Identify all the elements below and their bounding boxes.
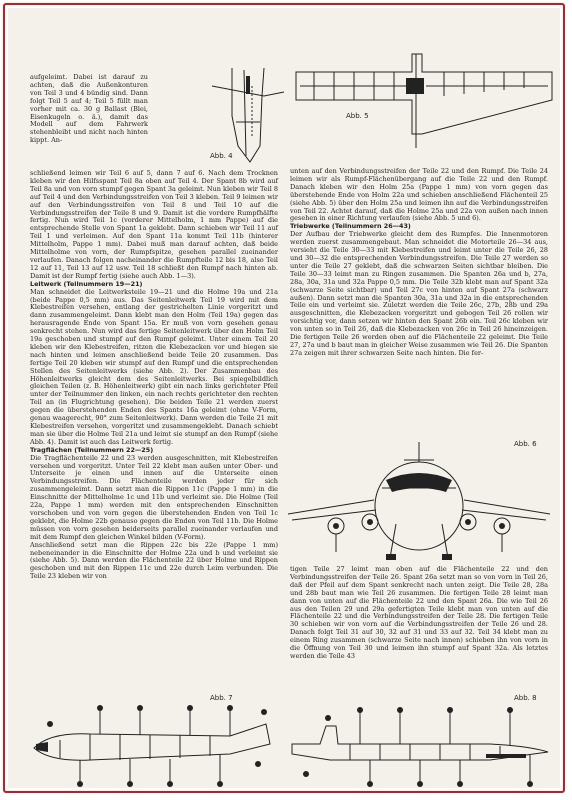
- paragraph: unten auf den Verbindungsstreifen der Teile 22 und den Rumpf. Die Teile 24 leimen wir als Rumpf-Flächenübergang auf die Teile 22 und den Rumpf. Danach kleben wir den Holm 25a (Pappe 1 mm) von vorn gegen das überstehende Ende von Holm 22a und schieben anschließend Flächenteil 25 (siehe Abb. 5) über den Holm 25a und leimen ihn auf die Verbindungsstreifen von Teil 22. Achtet darauf, daß die Holme 25a und 22a von außen nach innen gesehen in einer Richtung verlaufen (siehe Abb. 5 und 6).: [290, 167, 548, 223]
- figure-caption: Abb. 4: [210, 152, 233, 160]
- paragraph: Die Tragflächenteile 22 und 23 werden ausgeschnitten, mit Klebestreifen versehen und vorgeritzt. Unter Teil 22 klebt man außen unter Ober- und Unterseite je einen und innen auf die Unterseite einen Verbindungsstreifen. Die Flächenteile werden jeder für sich zusammengeleimt. Dann setzt man die Rippen 11c (Pappe 1 mm) in die Einschnitte der Mittelholme 1c und 11b und verleimt sie. Die Holme (Teil 22a, Pappe 1 mm) werden mit den entsprechenden Einschnitten vorschoben und von vorn gegen die überstehenden Enden von Teil 1c geklebt, die Holme 22b genauso gegen die Enden von Teil 11b. Die Holme müssen von vorn gesehen beiderseits parallel zueinander verlaufen und mit dem Rumpf den gleichen Winkel bilden (V-Form).: [30, 453, 278, 541]
- section-heading: Leitwerk (Teilnummern 19—21): [30, 279, 143, 288]
- figure-caption: Abb. 5: [346, 112, 369, 120]
- paragraph: Der Aufbau der Triebwerke gleicht dem des Rumpfes. Die Innenmotoren werden zuerst zusammengebaut. Man schneidet die Motorteile 26—34 aus, versieht die Teile 30—33 mit Klebestreifen und leimt unter die Teile 26, 28 und 30—32 die entsprechenden Verbindungsstreifen. Die Teile 27 werden so unter die Teile 27 geklebt, daß die schwarzen Seiten sichtbar bleiben. Die Teile 30—33 leimt man zu Ringen zusammen. Die Spanten 26a und b, 27a, 28a, 30a, 31a und 32a Pappe 0,5 mm. Die Teile 32b klebt man auf Spant 32a (schwarze Seite sichtbar) und Teil 27c von hinten auf Spant 27a (schwarz außen). Dann setzt man die Spanten 30a, 31a und 32a in die entsprechenden Teile ein und verleimt sie. Zuletzt werden die Teile 26c, 27b, 28b und 29a ausgeschnitten, die Klebezacken vorgeritzt und gebogen Teil 26 rollen wir vorsichtig vor, dann setzen wir hinten den Spant 26b ein. Teil 26c kleben wir von unten so in Teil 26, daß die Klebezacken von 26c in Teil 26 hineinzeigen. Die fertigen Teile 26 werden oben auf die Flächenteile 22 geleimt. Die Teile 27, 27a und b baut man in gleicher Weise zusammen wie Teil 26. Die Spanten 27a zeigen mit ihrer schwarzen Seite nach hinten. Die fer-: [290, 230, 548, 357]
- paragraph: Anschließend setzt man die Rippen 22c bis 22e (Pappe 1 mm) nebeneinander in die Einschnitte der Holme 22a und b und verleimt sie (siehe Abb. 5). Dann werden die Flächenteile 22 über Holme und Rippen geschoben und mit den Rippen 11c und 22e durch Leim verbunden. Die Teile 23 kleben wir von: [30, 540, 278, 581]
- paragraph: schließend leimen wir Teil 6 auf 5, dann 7 auf 6. Nach dem Trocknen kleben wir den Hilfsspant Teil 8a oben auf Teil 4. Der Spant 8b wird auf Teil 8a und von vorn stumpf gegen Spant 3a geleimt. Nun kleben wir Teil 8 auf Teil 4 und den Verbindungsstreifen von Teil 3 kleben. Teil 9 leimen wir auf den Verbindungsstreifen von Teil 8 und Teil 10 auf die Verbindungsstreifen der Teile 8 und 9. Damit ist die vordere Rumpfhälfte fertig. Nun wird Teil 1c (vorderer Mittelholm, 1 mm Pappe) auf die entsprechende Stelle von Spant 1a geklebt. Dann schieben wir Teil 11 auf Teil 1 und verleimen. Auf den Spant 11a kommt Teil 11b (hinterer Mittelholm, Pappe 1 mm). Dabei muß man darauf achten, daß beide Mittelholme von vorn, der Rumpfspitze, gesehen parallel zueinander verlaufen. Danach folgen nacheinander die Rumpfteile 12 bis 18, also Teil 12 auf 11, Teil 13 auf 12 usw. Teil 18 schließt den Rumpf nach hinten ab. Damit ist der Rumpf fertig (siehe auch Abb. 1—3).: [30, 169, 279, 280]
- paragraph: tigen Teile 27 leimt man oben auf die Flächenteile 22 und den Verbindungsstreifen der Teile 26. Spant 26a setzt man so von vorn in Teil 26, daß der Pfeil auf dem Spant senkrecht nach unten zeigt. Die Teile 28, 28a und 28b baut man wie Teil 26 zusammen. Die fertigen Teile 28 leimt man dann von unten auf die Flächenteile 22 und den Spant 26a. Die wie Teil 26 aus den Teilen 29 und 29a gefertigten Teile klebt man von unten auf die Flächenteile 22 und die Verbindungsstreifen der Teile 28. Die fertigen Teile 30 schieben wir von vorn auf die Verbindungsstreifen der Teile 26 und 28. Danach folgt Teil 31 auf 30, 32 auf 31 und 33 auf 32. Teil 34 klebt man zu einem Ring zusammen (schwarze Seite nach innen) schieben ihn von vorn in die Öffnung von Teil 30 und leimen ihn stumpf auf Spant 32a. Als letztes werden die Teile 43: [290, 565, 548, 660]
- figure-caption: Abb. 6: [514, 440, 537, 448]
- section-heading: Triebwerke (Teilnummern 26—43): [290, 222, 411, 231]
- paragraph: aufgeleimt. Dabei ist darauf zu achten, daß die Außenkonturen von Teil 3 und 4 bündig sind. Dann folgt Teil 5 auf 4; Teil 5 füllt man vorher mit ca. 30 g Ballast (Blei, Eisenkugeln o. ä.), damit das Modell auf dem Fahrwerk stehenbleibt und nicht nach hinten kippt. An-: [30, 73, 148, 145]
- figure-caption: Abb. 8: [514, 694, 537, 702]
- paragraph: Man schneidet die Leitwerksteile 19—21 und die Holme 19a und 21a (beide Pappe 0,5 mm) aus. Das Seitenleitwerk Teil 19 wird mit dem Klebestreifen versehen, entlang der gestrichelten Linie vorgeritzt und dann zusammengeleimt. Dann klebt man den Holm (Teil 19a) gegen das herausragende Ende von Spant 15a. Er muß von vorn gesehen genau senkrecht stehen. Nun wird das fertige Seitenleitwerk über den Holm Teil 19a geschoben und stumpf auf den Rumpf geleimt. Unter einem Teil 20 kleben wir den Klebestreifen, ritzen die Klebezacken vor und biegen sie nach hinten und leimen anschließend beide Teile 20 zusammen. Das fertige Teil 20 kleben wir stumpf auf den Rumpf und die entsprechenden Stellen des Seitenleitwerks (siehe Abb. 2). Der Zusammenbau des Höhenleitwerks gleicht dem des Seitenleitwerks. Bei spiegelbildlich gleichen Teilen (z. B. Höhenleitwerk) gibt ein nach links gerichteter Pfeil unter der Teilnummer den linken, ein nach rechts gerichteter den rechten Teil an (in Flugrichtung gesehen). Die beiden Teile 21 werden zuerst gegen die überstehenden Enden des Spants 16a geleimt (ohne V-Form, genau waagerecht, 90° zum Seitenleitwerk). Dann werden die Teile 21 mit Klebestreifen versehen, vorgeritzt und zusammengeklebt. Danach schiebt man sie über die Holme Teil 21a und leimt sie stumpf an den Rumpf (siehe Abb. 4). Damit ist auch das Leitwerk fertig.: [30, 287, 278, 446]
- figure-caption: Abb. 7: [210, 694, 233, 702]
- section-heading: Tragflächen (Teilnummern 22—25): [30, 445, 154, 454]
- page-border: [3, 3, 565, 793]
